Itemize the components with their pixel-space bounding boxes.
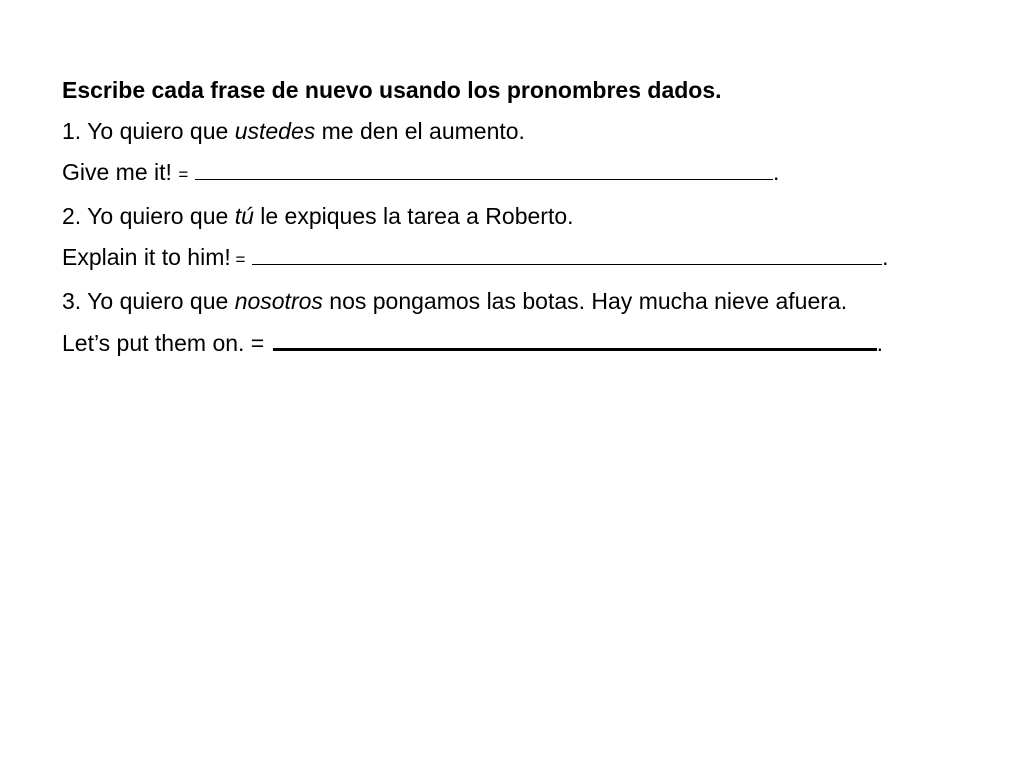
item-1-end: . (772, 159, 780, 185)
item-1-equals: = (178, 165, 193, 184)
item-1-prompt: Give me it! (62, 159, 179, 185)
item-2-equals: = (230, 250, 251, 269)
item-3-answer-blank[interactable] (273, 328, 877, 351)
item-2-end: . (882, 244, 889, 270)
item-3-text-after: nos pongamos las botas. Hay mucha nieve afuera. (322, 288, 848, 314)
item-3-sentence (62, 287, 982, 315)
item-1-text-after: me den el aumento. (315, 118, 525, 144)
item-2-emphasis: tú (234, 203, 254, 229)
item-1-text-before: Yo quiero que (87, 118, 235, 144)
item-2-number: 2. (62, 203, 82, 229)
item-3-text-before: Yo quiero que (87, 288, 235, 314)
item-2-sentence (62, 202, 982, 230)
item-3-equals: = (244, 330, 271, 356)
item-3-answer-line (62, 328, 982, 357)
item-2-prompt: Explain it to him! (62, 244, 231, 270)
item-3-end: . (876, 330, 884, 356)
item-3-prompt: Let’s put them on. (62, 330, 245, 356)
item-2-answer-line (62, 243, 982, 274)
item-1-emphasis: ustedes (234, 118, 316, 144)
item-1-sentence (62, 117, 982, 145)
item-2-text-before: Yo quiero que (87, 203, 235, 229)
item-3-emphasis: nosotros (234, 288, 323, 314)
item-2-text-after: le expiques la tarea a Roberto. (253, 203, 574, 229)
item-3-number: 3. (62, 288, 82, 314)
item-2-answer-blank[interactable] (252, 244, 882, 265)
instructions-title: Escribe cada frase de nuevo usando los pronombres dados. (62, 77, 722, 103)
worksheet (62, 76, 982, 370)
item-1-number: 1. (62, 118, 82, 144)
item-1-answer-blank[interactable] (195, 159, 773, 180)
item-1-answer-line (62, 158, 982, 189)
